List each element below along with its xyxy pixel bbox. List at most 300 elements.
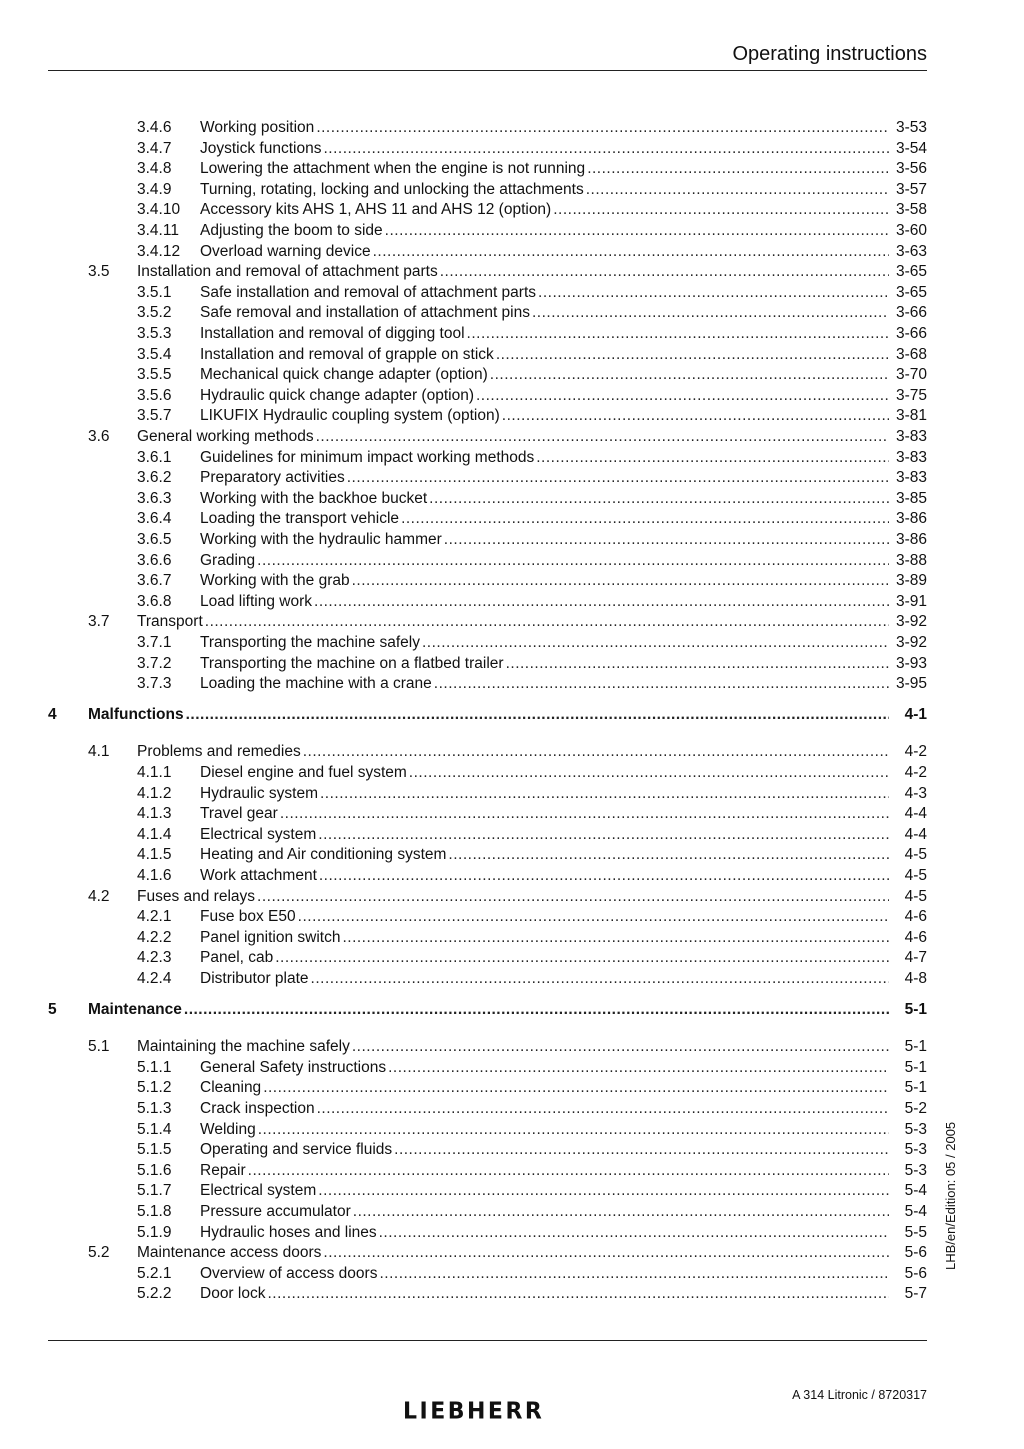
toc-entry [0, 1202, 1024, 1222]
toc-entry-dots [263, 1078, 889, 1098]
toc-entry [0, 612, 1024, 632]
toc-entry-number: 3.4.10 [137, 201, 181, 219]
toc-entry-page: 3-66 [895, 304, 927, 322]
toc-entry-leader [200, 200, 889, 220]
toc-entry-title: Installation and removal of grapple on stick [200, 345, 494, 363]
toc-entry-title: Joystick functions [200, 139, 322, 157]
toc-entry-number: 3.4.6 [137, 119, 172, 136]
toc-entry-title: Heating and Air conditioning system [200, 846, 447, 864]
toc-entry-leader [200, 1058, 889, 1078]
toc-entry-leader [200, 365, 889, 385]
toc-entry-page: 4-8 [904, 970, 927, 987]
toc-entry-leader [200, 551, 889, 571]
toc-entry-page: 3-81 [895, 407, 927, 425]
toc-entry-leader [200, 242, 889, 262]
toc-entry-title: Work attachment [200, 867, 317, 884]
toc-entry-dots [379, 1223, 889, 1243]
toc-entry-page: 5-5 [904, 1223, 927, 1241]
toc-entry-dots [352, 1037, 889, 1057]
toc-entry-leader [200, 324, 889, 344]
toc-entry-title: Pressure accumulator [200, 1203, 351, 1220]
toc-entry-leader [200, 674, 889, 694]
toc-entry-number: 4.2.1 [137, 908, 172, 926]
toc-entry-page: 3-58 [895, 201, 927, 219]
toc-entry-page: 4-5 [904, 846, 927, 864]
toc-entry-page: 3-91 [895, 592, 927, 610]
toc-entry [0, 489, 1024, 509]
toc-entry-dots [496, 345, 889, 365]
toc-entry-page: 3-93 [895, 654, 927, 672]
toc-entry-title: Hydraulic system [200, 784, 318, 802]
toc-entry-page: 4-5 [904, 867, 927, 884]
toc-entry-number: 5.1.9 [137, 1223, 172, 1241]
toc-entry-number: 5.1.2 [137, 1079, 172, 1097]
toc-entry-number: 4.1.3 [137, 805, 172, 823]
toc-entry-number: 5.1.4 [137, 1120, 172, 1138]
toc-entry-page: 3-86 [895, 531, 927, 548]
toc-entry-dots [476, 386, 889, 406]
toc-entry-dots [379, 1264, 889, 1284]
toc-entry-number: 3.6.8 [137, 592, 172, 610]
toc-entry-page: 3-65 [895, 283, 927, 301]
toc-entry-dots [394, 1140, 889, 1160]
toc-entry-number: 3.5.2 [137, 304, 172, 322]
toc-entry [0, 386, 1024, 406]
toc-entry-number: 3.4.9 [137, 180, 172, 198]
toc-entry-number: 3.4.12 [137, 242, 181, 260]
toc-entry-title: Safe removal and installation of attachment pins [200, 304, 530, 322]
toc-entry-dots [587, 159, 889, 179]
toc-entry-leader [200, 633, 889, 653]
toc-entry-leader [200, 509, 889, 529]
toc-entry-page: 3-63 [895, 242, 927, 260]
toc-entry-leader [200, 406, 889, 426]
toc-entry [0, 742, 1024, 762]
toc-entry-page: 3-88 [895, 551, 927, 569]
toc-entry-title: Panel ignition switch [200, 928, 341, 946]
toc-entry-dots [352, 571, 889, 591]
toc-entry [0, 1161, 1024, 1181]
toc-entry [0, 654, 1024, 674]
toc-entry-dots [532, 303, 889, 323]
toc-entry [0, 530, 1024, 550]
toc-entry-dots [248, 1161, 889, 1181]
toc-entry-page: 5-3 [904, 1161, 927, 1179]
toc-entry-leader [200, 139, 889, 159]
toc-entry-page: 4-2 [904, 764, 927, 781]
toc-entry [0, 468, 1024, 488]
toc-entry-number: 3.6.3 [137, 489, 172, 507]
toc-entry-number: 5.1.7 [137, 1182, 172, 1200]
toc-entry-number: 4.1.2 [137, 784, 172, 802]
toc-entry [0, 1037, 1024, 1057]
toc-entry-number: 3.6.2 [137, 469, 172, 487]
toc-entry-title: Working with the backhoe bucket [200, 489, 428, 507]
toc-entry [0, 139, 1024, 159]
toc-entry-dots [303, 742, 889, 762]
toc-entry-leader [137, 427, 889, 447]
toc-entry-page: 3-53 [895, 119, 927, 136]
toc-entry [0, 1181, 1024, 1201]
toc-entry-number: 4.1.1 [137, 764, 172, 781]
toc-entry-number: 4.1.6 [137, 867, 172, 884]
toc-entry-dots [257, 551, 889, 571]
toc-entry-dots [318, 1181, 889, 1201]
toc-entry-number: 3.5.7 [137, 407, 172, 425]
toc-entry-title: Panel, cab [200, 949, 274, 967]
toc-entry [0, 262, 1024, 282]
toc-entry-leader [200, 592, 889, 612]
toc-entry-page: 5-3 [904, 1141, 927, 1159]
toc-entry-leader [137, 612, 889, 632]
toc-entry-dots [422, 633, 889, 653]
toc-entry-leader [200, 804, 889, 824]
toc-entry-page: 3-83 [895, 448, 927, 466]
toc-entry [0, 406, 1024, 426]
toc-entry-number: 5.2 [88, 1244, 110, 1262]
toc-entry-leader [200, 1264, 889, 1284]
toc-entry [0, 1058, 1024, 1078]
toc-entry-dots [440, 262, 889, 282]
toc-entry-page: 3-54 [895, 139, 927, 157]
toc-entry [0, 1223, 1024, 1243]
toc-entry-page: 4-5 [904, 887, 927, 905]
toc-entry-dots [434, 674, 889, 694]
toc-entry-leader [200, 1284, 889, 1304]
toc-entry-title: Turning, rotating, locking and unlocking the attachments [200, 180, 584, 198]
toc-entry-leader [200, 1161, 889, 1181]
toc-entry-page: 5-1 [904, 1000, 927, 1018]
toc-entry-title: Maintenance [88, 1000, 182, 1018]
toc-entry-number: 3.6 [88, 428, 110, 445]
footer-rule [48, 1340, 927, 1341]
toc-entry-page: 5-4 [904, 1203, 927, 1220]
toc-entry-page: 3-75 [895, 386, 927, 404]
toc-entry [0, 866, 1024, 886]
toc-entry-title: Transporting the machine on a flatbed trailer [200, 654, 504, 672]
toc-entry-page: 5-4 [904, 1182, 927, 1200]
toc-entry-title: Adjusting the boom to side [200, 222, 383, 239]
toc-entry [0, 592, 1024, 612]
toc-entry-leader [200, 845, 889, 865]
toc-entry-dots [317, 1099, 889, 1119]
toc-entry-leader [200, 654, 889, 674]
toc-entry [0, 1120, 1024, 1140]
toc-entry-page: 3-95 [895, 675, 927, 693]
toc-entry-leader [200, 1202, 889, 1222]
toc-entry-number: 3.5.3 [137, 325, 172, 342]
toc-entry-page: 3-68 [895, 345, 927, 363]
toc-entry [0, 324, 1024, 344]
toc-entry-number: 3.5.5 [137, 366, 172, 384]
toc-entry-leader [137, 887, 889, 907]
toc-entry-number: 4 [48, 705, 57, 723]
toc-entry-dots [320, 784, 889, 804]
toc-entry [0, 1243, 1024, 1263]
toc-entry [0, 1264, 1024, 1284]
toc-entry-leader [200, 345, 889, 365]
toc-entry-dots [298, 907, 889, 927]
toc-entry-leader [137, 1037, 889, 1057]
toc-entry-leader [200, 118, 889, 138]
toc-entry-leader [200, 159, 889, 179]
toc-entry-number: 3.5.6 [137, 386, 172, 404]
toc-entry [0, 345, 1024, 365]
toc-entry-dots [353, 1202, 889, 1222]
toc-entry-number: 5.1.8 [137, 1203, 172, 1220]
toc-entry-dots [429, 489, 889, 509]
toc-entry-page: 5-6 [904, 1244, 927, 1262]
edition-note: LHB/en/Edition: 05 / 2005 [943, 1121, 958, 1270]
toc-entry-title: Preparatory activities [200, 469, 345, 487]
toc-entry [0, 674, 1024, 694]
toc-entry-number: 5 [48, 1000, 57, 1018]
toc-entry-number: 3.4.8 [137, 160, 172, 178]
toc-entry-page: 4-7 [904, 949, 927, 967]
toc-entry-title: Loading the transport vehicle [200, 510, 400, 528]
toc-entry-leader [88, 1000, 889, 1020]
toc-entry-leader [137, 742, 889, 762]
toc-entry-leader [200, 530, 889, 550]
toc-entry-dots [258, 1120, 889, 1140]
toc-entry [0, 1140, 1024, 1160]
toc-entry-leader [200, 866, 889, 886]
toc-entry-leader [200, 468, 889, 488]
toc-entry-dots [553, 200, 889, 220]
toc-entry-number: 3.7.2 [137, 654, 172, 672]
toc-entry-dots [316, 427, 889, 447]
toc-entry-dots [502, 406, 889, 426]
toc-entry [0, 1078, 1024, 1098]
toc-entry-title: Safe installation and removal of attachment parts [200, 283, 537, 301]
toc-entry-dots [444, 530, 889, 550]
toc-entry-leader [200, 180, 889, 200]
toc-entry [0, 159, 1024, 179]
toc-entry-title: Overload warning device [200, 242, 371, 260]
toc-entry [0, 365, 1024, 385]
toc-entry-number: 4.2.2 [137, 928, 172, 946]
toc-entry-title: Hydraulic hoses and lines [200, 1223, 377, 1241]
toc-entry-number: 3.6.6 [137, 551, 172, 569]
toc-entry-leader [200, 825, 889, 845]
toc-entry-dots [316, 118, 889, 138]
toc-entry-title: Installation and removal of attachment parts [137, 263, 438, 281]
toc-entry-leader [200, 283, 889, 303]
toc-entry-page: 4-4 [904, 825, 927, 843]
toc-entry-title: Lowering the attachment when the engine is not running [200, 160, 586, 178]
toc-entry-dots [467, 324, 889, 344]
toc-entry-title: Maintenance access doors [137, 1244, 322, 1262]
toc-entry-number: 4.2.4 [137, 970, 172, 987]
toc-entry-number: 3.5 [88, 263, 110, 281]
toc-entry-leader [200, 221, 889, 241]
toc-entry-title: LIKUFIX Hydraulic coupling system (option) [200, 407, 500, 425]
toc-entry-dots [385, 221, 889, 241]
toc-entry-dots [401, 509, 889, 529]
toc-entry [0, 784, 1024, 804]
toc-entry-title: Crack inspection [200, 1100, 315, 1117]
toc-entry-title: Diesel engine and fuel system [200, 764, 407, 781]
toc-entry-title: Operating and service fluids [200, 1141, 393, 1159]
toc-entry-dots [323, 1243, 889, 1263]
toc-entry-page: 5-1 [904, 1058, 927, 1076]
toc-entry-number: 3.6.5 [137, 531, 172, 548]
toc-entry-page: 4-2 [904, 743, 927, 761]
toc-entry [0, 509, 1024, 529]
toc-entry-page: 3-92 [895, 634, 927, 651]
toc-entry [0, 180, 1024, 200]
toc-entry [0, 242, 1024, 262]
liebherr-logo: LIEBHERR [403, 1398, 545, 1425]
toc-entry-number: 5.1.5 [137, 1141, 172, 1159]
toc-entry [0, 825, 1024, 845]
toc-entry [0, 303, 1024, 323]
toc-entry-title: Welding [200, 1120, 256, 1138]
toc-entry-page: 5-3 [904, 1120, 927, 1138]
toc-entry-page: 3-57 [895, 180, 927, 198]
toc-entry [0, 928, 1024, 948]
toc-entry-leader [200, 489, 889, 509]
toc-entry-number: 5.2.1 [137, 1264, 172, 1282]
toc-entry-dots [205, 612, 889, 632]
toc-entry-title: General Safety instructions [200, 1058, 387, 1076]
toc-entry-title: Fuse box E50 [200, 908, 296, 926]
toc-entry [0, 887, 1024, 907]
document-id: A 314 Litronic / 8720317 [792, 1388, 927, 1402]
toc-entry-title: Working position [200, 119, 315, 136]
toc-entry-leader [200, 784, 889, 804]
toc-entry [0, 448, 1024, 468]
toc-entry [0, 551, 1024, 571]
toc-entry-number: 3.6.7 [137, 572, 172, 590]
toc-entry-title: Guidelines for minimum impact working methods [200, 448, 535, 466]
toc-entry-page: 3-66 [895, 325, 927, 342]
toc-entry-title: Working with the grab [200, 572, 350, 590]
toc-entry-dots [536, 448, 889, 468]
toc-entry-title: Hydraulic quick change adapter (option) [200, 386, 474, 404]
toc-entry-number: 3.4.11 [137, 222, 179, 239]
toc-entry-page: 3-56 [895, 160, 927, 178]
toc-entry-title: Transporting the machine safely [200, 634, 420, 651]
toc-entry-dots [347, 468, 889, 488]
toc-entry-leader [200, 969, 889, 989]
toc-entry-dots [490, 365, 889, 385]
toc-entry-leader [200, 386, 889, 406]
toc-entry-title: Load lifting work [200, 592, 313, 610]
toc-entry [0, 221, 1024, 241]
page-header-title: Operating instructions [732, 43, 927, 65]
toc-entry-title: Maintaining the machine safely [137, 1038, 350, 1056]
toc-entry-dots [318, 825, 889, 845]
toc-entry-dots [388, 1058, 889, 1078]
toc-entry-number: 5.1.3 [137, 1100, 172, 1117]
toc-entry [0, 633, 1024, 653]
toc-entry-number: 3.5.4 [137, 345, 172, 363]
toc-entry-dots [323, 139, 889, 159]
toc-entry-leader [200, 1078, 889, 1098]
toc-entry-page: 3-60 [895, 222, 927, 239]
toc-entry-number: 3.6.4 [137, 510, 172, 528]
toc-entry-number: 5.1.1 [137, 1058, 172, 1076]
toc-entry-number: 4.1 [88, 743, 110, 761]
toc-entry-page: 4-1 [904, 705, 927, 723]
toc-entry-title: Door lock [200, 1285, 266, 1303]
toc-entry-dots [257, 887, 889, 907]
toc-entry-page: 3-83 [895, 428, 927, 445]
toc-entry-number: 3.6.1 [137, 448, 172, 466]
toc-entry-number: 5.1 [88, 1038, 110, 1056]
toc-entry [0, 200, 1024, 220]
toc-entry-number: 3.4.7 [137, 139, 172, 157]
toc-entry-dots [342, 928, 889, 948]
toc-entry-number: 4.1.4 [137, 825, 172, 843]
toc-entry [0, 763, 1024, 783]
toc-entry-title: Grading [200, 551, 256, 569]
toc-entry-leader [200, 1140, 889, 1160]
toc-entry-number: 3.5.1 [137, 283, 172, 301]
toc-entry-number: 4.1.5 [137, 846, 172, 864]
toc-entry-title: Accessory kits AHS 1, AHS 11 and AHS 12 (option) [200, 201, 552, 219]
toc-entry [0, 845, 1024, 865]
toc-entry-dots [506, 654, 889, 674]
toc-entry-page: 5-6 [904, 1264, 927, 1282]
toc-entry-page: 4-6 [904, 928, 927, 946]
toc-entry [0, 283, 1024, 303]
header-rule [48, 70, 927, 71]
toc-entry-number: 3.7.1 [137, 634, 172, 651]
toc-entry [0, 1284, 1024, 1304]
toc-entry-title: Repair [200, 1161, 246, 1179]
toc-entry-page: 5-2 [904, 1100, 927, 1117]
toc-entry-title: Malfunctions [88, 705, 184, 723]
toc-entry-number: 3.7.3 [137, 675, 172, 693]
toc-entry-page: 3-70 [895, 366, 927, 384]
toc-entry-page: 4-4 [904, 805, 927, 823]
toc-entry-dots [538, 283, 889, 303]
toc-entry [0, 118, 1024, 138]
toc-entry-title: Transport [137, 613, 203, 631]
toc-entry-dots [319, 866, 889, 886]
toc-entry [0, 907, 1024, 927]
toc-entry-leader [200, 948, 889, 968]
toc-entry-leader [88, 705, 889, 725]
toc-entry-title: Fuses and relays [137, 887, 256, 905]
toc-entry-leader [200, 303, 889, 323]
toc-entry [0, 969, 1024, 989]
toc-entry-leader [200, 448, 889, 468]
toc-entry-page: 3-86 [895, 510, 927, 528]
toc-entry [0, 1099, 1024, 1119]
toc-entry-dots [314, 592, 889, 612]
toc-entry-page: 3-83 [895, 469, 927, 487]
toc-entry [0, 1000, 1024, 1020]
toc-entry-leader [200, 763, 889, 783]
toc-entry-dots [373, 242, 889, 262]
toc-entry-number: 5.1.6 [137, 1161, 172, 1179]
toc-entry-title: Distributor plate [200, 970, 309, 987]
toc-entry-leader [137, 1243, 889, 1263]
toc-entry-number: 5.2.2 [137, 1285, 172, 1303]
toc-entry-number: 4.2 [88, 887, 110, 905]
toc-entry-leader [200, 1223, 889, 1243]
toc-entry-page: 5-1 [904, 1079, 927, 1097]
toc-entry-title: General working methods [137, 428, 314, 445]
toc-entry [0, 705, 1024, 725]
toc-entry-leader [200, 928, 889, 948]
toc-entry-page: 3-92 [895, 613, 927, 631]
toc-entry-leader [137, 262, 889, 282]
toc-entry-title: Working with the hydraulic hammer [200, 531, 442, 548]
